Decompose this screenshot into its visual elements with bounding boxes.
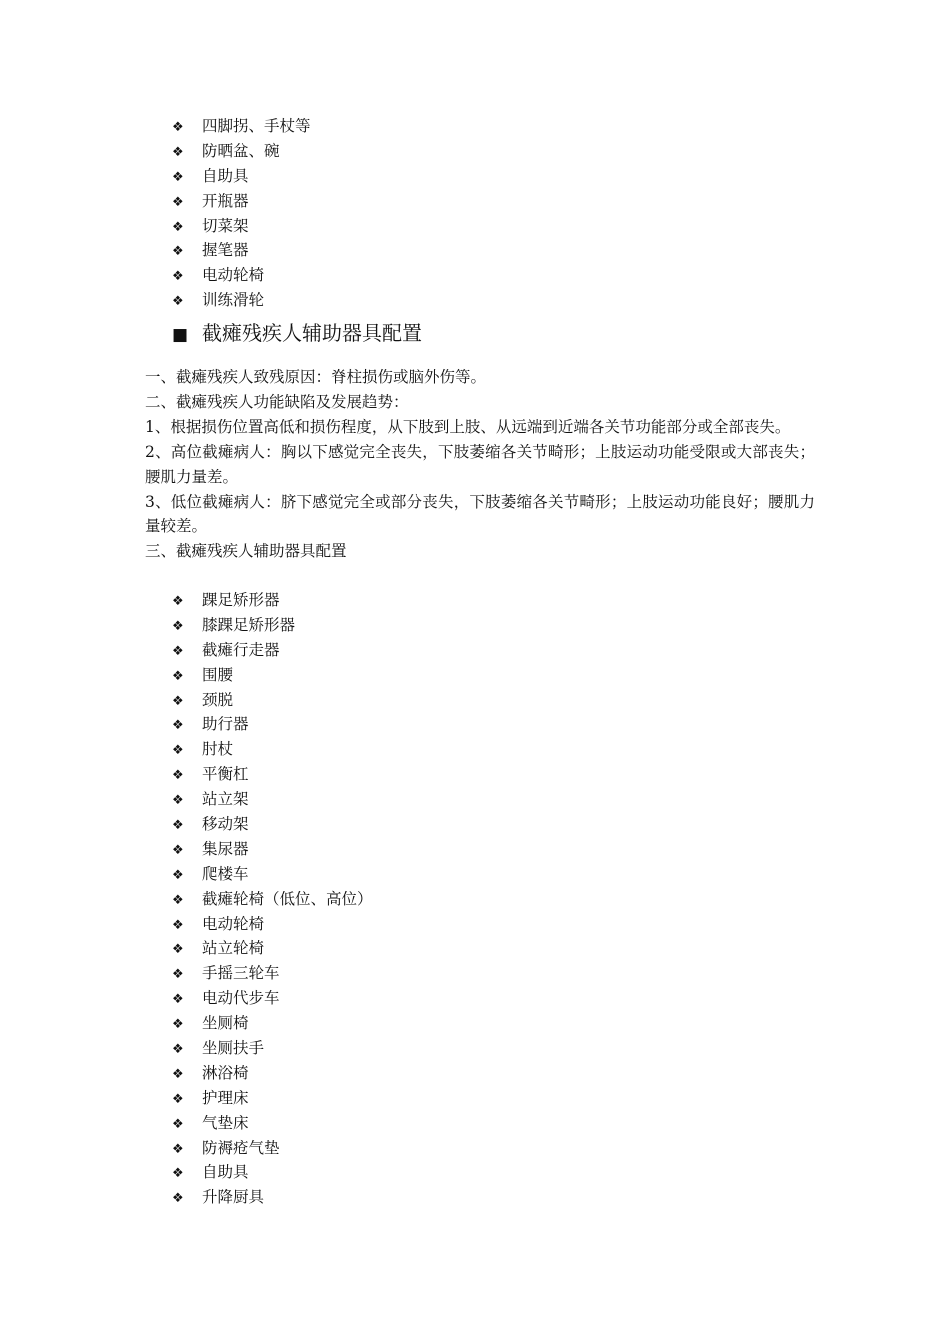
list-item [172,1185,373,1210]
list-item [172,688,373,713]
body-text [145,365,815,564]
diamond-bullet-icon: ❖ [172,743,184,759]
diamond-bullet-icon: ❖ [172,793,184,809]
device-list-top [172,114,311,313]
paragraph: 一、截瘫残疾人致残原因：脊柱损伤或脑外伤等。 [145,368,487,386]
list-item [172,712,373,737]
list-item-text: 四脚拐、手杖等 [202,117,311,135]
list-item-text: 颈脱 [202,690,234,709]
list-item-text: 平衡杠 [202,765,249,784]
diamond-bullet-icon: ❖ [172,818,184,834]
list-item-text: 开瓶器 [202,191,249,210]
diamond-bullet-icon: ❖ [172,594,184,609]
diamond-bullet-icon: ❖ [172,169,184,185]
list-item-text: 手摇三轮车 [202,964,280,983]
diamond-bullet-icon: ❖ [172,1091,184,1107]
list-item [172,1160,373,1185]
list-item-text: 电动轮椅 [202,266,265,285]
list-item [172,787,373,812]
list-item [172,638,373,663]
section-heading-text: 截瘫残疾人辅助器具配置 [202,321,422,345]
diamond-bullet-icon: ❖ [172,942,184,958]
paragraph: 1、根据损伤位置高低和损伤程度，从下肢到上肢、从远端到近端各关节功能部分或全部丧失。 [145,417,791,436]
diamond-bullet-icon: ❖ [172,244,184,260]
list-item [172,1111,373,1136]
list-item [172,986,373,1011]
list-item [172,812,373,837]
list-item-text: 防晒盆、碗 [202,141,280,160]
list-item-text: 防褥疮气垫 [202,1138,280,1157]
diamond-bullet-icon: ❖ [172,693,184,709]
list-item [172,139,311,164]
diamond-bullet-icon: ❖ [172,1141,184,1157]
list-item [172,862,373,887]
list-item [172,663,373,688]
diamond-bullet-icon: ❖ [172,1191,184,1207]
list-item [172,1011,373,1036]
list-item-text: 站立轮椅 [202,939,265,958]
diamond-bullet-icon: ❖ [172,1166,184,1182]
list-item [172,164,311,189]
diamond-bullet-icon: ❖ [172,1042,184,1058]
diamond-bullet-icon: ❖ [172,867,184,883]
list-item-text: 坐厕扶手 [202,1039,265,1058]
list-item-text: 坐厕椅 [202,1014,249,1033]
list-item-text: 气垫床 [202,1113,249,1132]
list-item-text: 肘杖 [202,740,234,759]
list-item [172,1086,373,1111]
list-item-text: 移动架 [202,815,249,834]
list-item-text: 护理床 [202,1088,249,1107]
list-item-text: 自助具 [202,1163,249,1182]
list-item-text: 截瘫行走器 [202,640,280,659]
list-item-text: 集尿器 [202,839,249,858]
list-item [172,936,373,961]
list-item [172,837,373,862]
list-item-text: 电动轮椅 [202,914,265,933]
diamond-bullet-icon: ❖ [172,1116,184,1132]
diamond-bullet-icon: ❖ [172,967,184,983]
diamond-bullet-icon: ❖ [172,194,184,210]
list-item-text: 自助具 [202,166,249,185]
list-item [172,114,311,139]
list-item-text: 站立架 [202,790,249,809]
list-item-text: 握笔器 [202,241,249,260]
diamond-bullet-icon: ❖ [172,219,184,235]
list-item-text: 截瘫轮椅（低位、高位） [202,889,373,908]
paragraph: 三、截瘫残疾人辅助器具配置 [145,542,347,561]
diamond-bullet-icon: ❖ [172,144,184,160]
square-bullet-icon: ■ [172,325,189,345]
list-item [172,737,373,762]
section-heading [172,318,422,350]
list-item-text: 切菜架 [202,216,249,235]
paragraph: 3、低位截瘫病人：脐下感觉完全或部分丧失，下肢萎缩各关节畸形；上肢运动功能良好；腰肌力量较差。 [145,492,815,536]
diamond-bullet-icon: ❖ [172,917,184,933]
list-item-text: 淋浴椅 [202,1063,249,1082]
diamond-bullet-icon: ❖ [172,768,184,784]
diamond-bullet-icon: ❖ [172,294,184,310]
list-item-text: 膝踝足矫形器 [202,615,296,634]
list-item [172,1136,373,1161]
list-item-text: 围腰 [202,665,234,684]
list-item [172,238,311,263]
paragraph: 2、高位截瘫病人：胸以下感觉完全丧失，下肢萎缩各关节畸形；上肢运动功能受限或大部丧失；腰肌力量差。 [145,442,815,486]
diamond-bullet-icon: ❖ [172,892,184,908]
diamond-bullet-icon: ❖ [172,718,184,734]
list-item-text: 踝足矫形器 [202,591,280,609]
list-item [172,762,373,787]
diamond-bullet-icon: ❖ [172,1066,184,1082]
list-item-text: 训练滑轮 [202,291,265,310]
diamond-bullet-icon: ❖ [172,120,184,135]
diamond-bullet-icon: ❖ [172,1017,184,1033]
list-item-text: 电动代步车 [202,989,280,1008]
list-item [172,912,373,937]
list-item [172,189,311,214]
list-item [172,588,373,613]
list-item [172,214,311,239]
device-list-bottom [172,588,373,1210]
list-item-text: 升降厨具 [202,1188,265,1207]
diamond-bullet-icon: ❖ [172,842,184,858]
list-item [172,263,311,288]
diamond-bullet-icon: ❖ [172,992,184,1008]
list-item [172,961,373,986]
list-item [172,613,373,638]
list-item [172,288,311,313]
list-item [172,1036,373,1061]
diamond-bullet-icon: ❖ [172,643,184,659]
diamond-bullet-icon: ❖ [172,668,184,684]
paragraph: 二、截瘫残疾人功能缺陷及发展趋势： [145,392,409,411]
list-item-text: 助行器 [202,715,249,734]
list-item-text: 爬楼车 [202,864,249,883]
diamond-bullet-icon: ❖ [172,269,184,285]
list-item [172,887,373,912]
list-item [172,1061,373,1086]
diamond-bullet-icon: ❖ [172,618,184,634]
